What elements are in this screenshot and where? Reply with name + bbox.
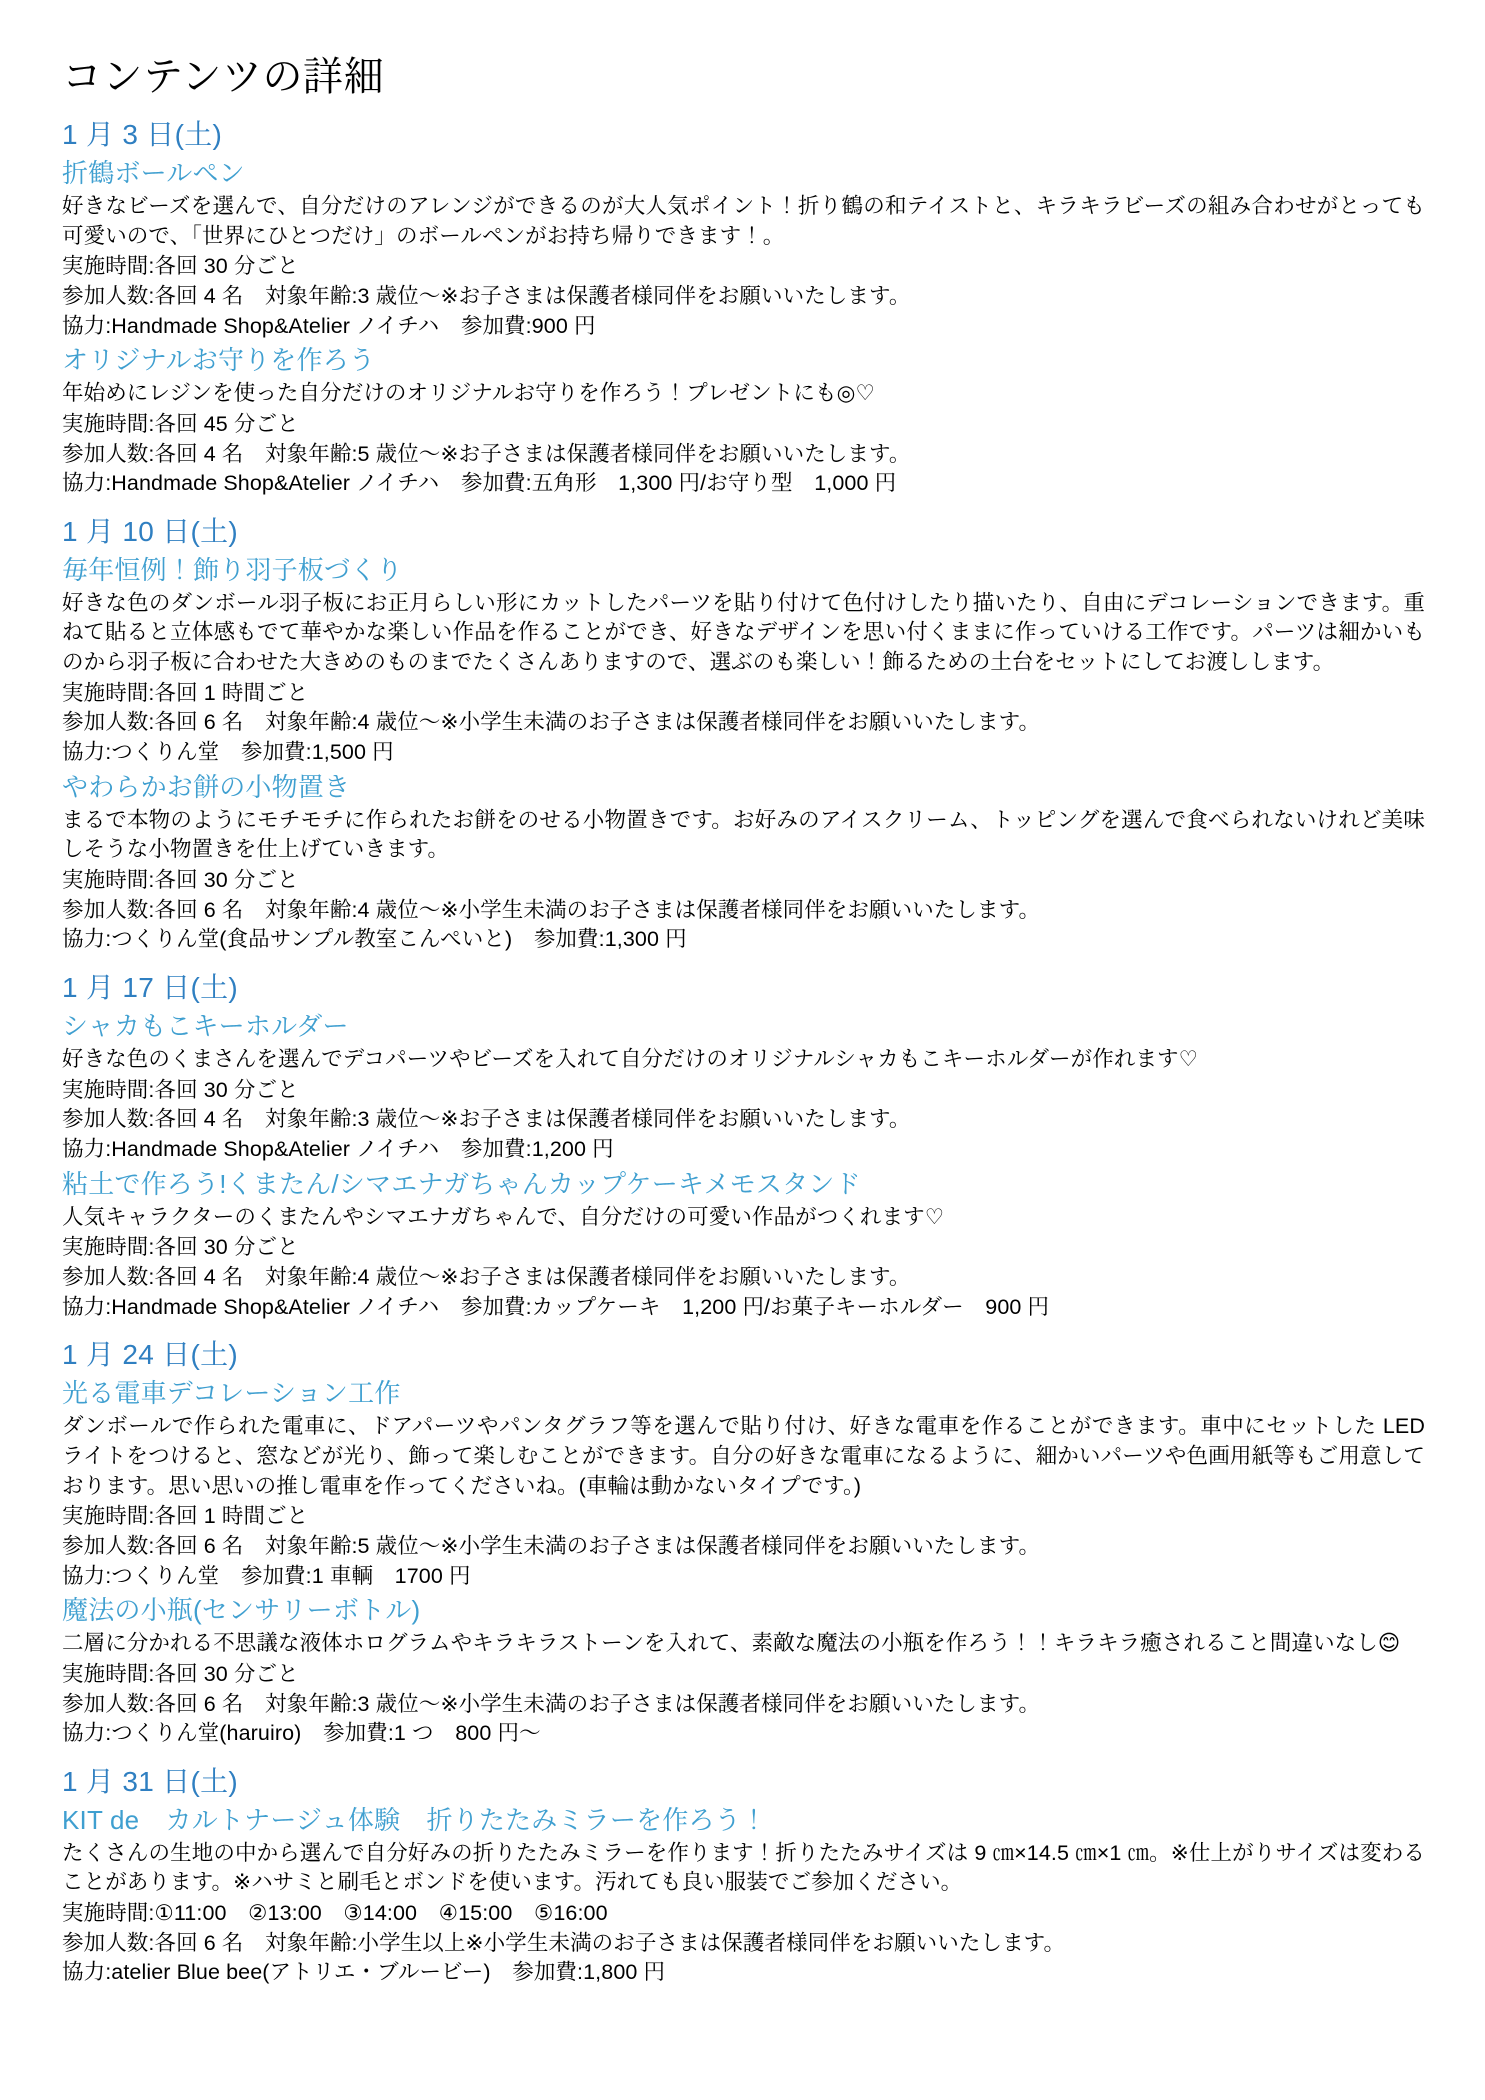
workshop-time: 実施時間:各回 30 分ごと (62, 1661, 299, 1686)
workshop-time: 実施時間:各回 30 分ごと (62, 1077, 299, 1102)
workshop-capacity: 参加人数:各回 4 名 対象年齢:3 歳位～※お子さまは保護者様同伴をお願いいたします。 (62, 1107, 911, 1132)
workshop-entry (62, 1376, 1425, 1591)
workshop-partner: 協力:つくりん堂(食品サンプル教室こんぺいと) 参加費:1,300 円 (62, 927, 687, 952)
workshop-description: 好きなビーズを選んで、自分だけのアレンジができるのが大人気ポイント！折り鶴の和テイストと、キラキラビーズの組み合わせがとっても可愛いので、「世界にひとつだけ」のボールペンがお持ち帰りできます！。 (62, 193, 1425, 248)
workshop-partner: 協力:Handmade Shop&Atelier ノイチハ 参加費:900 円 (62, 313, 596, 338)
workshop-description: 二層に分かれる不思議な液体ホログラムやキラキラストーンを入れて、素敵な魔法の小瓶を作ろう！！キラキラ癒されること間違いなし😊 (62, 1631, 1401, 1656)
workshop-entry (62, 1167, 1425, 1323)
workshop-entry (62, 1593, 1425, 1749)
workshop-description: 年始めにレジンを使った自分だけのオリジナルお守りを作ろう！プレゼントにも◎♡ (62, 381, 875, 406)
workshop-capacity: 参加人数:各回 6 名 対象年齢:4 歳位～※小学生未満のお子さまは保護者様同伴をお願いいたします。 (62, 710, 1041, 735)
workshop-entry (62, 770, 1425, 955)
workshop-title: 粘土で作ろう!くまたん/シマエナガちゃんカップケーキメモスタンド (62, 1168, 861, 1199)
workshop-partner: 協力:つくりん堂(haruiro) 参加費:1 つ 800 円～ (62, 1721, 541, 1746)
workshop-title: やわらかお餅の小物置き (62, 771, 351, 802)
workshop-title: 光る電車デコレーション工作 (62, 1378, 401, 1409)
workshop-partner: 協力:Handmade Shop&Atelier ノイチハ 参加費:カップケーキ 1,200 円/お菓子キーホルダー 900 円 (62, 1294, 1050, 1319)
workshop-partner: 協力:つくりん堂 参加費:1,500 円 (62, 740, 394, 765)
workshop-time: 実施時間:各回 1 時間ごと (62, 680, 309, 705)
date-heading: 1 月 3 日(土) (62, 119, 223, 150)
workshop-entry (62, 343, 1425, 499)
workshop-title: 毎年恒例！飾り羽子板づくり (62, 554, 403, 585)
workshop-time: 実施時間:各回 45 分ごと (62, 411, 299, 436)
workshop-partner: 協力:Handmade Shop&Atelier ノイチハ 参加費:1,200 円 (62, 1136, 614, 1161)
workshop-capacity: 参加人数:各回 4 名 対象年齢:4 歳位～※お子さまは保護者様同伴をお願いいたします。 (62, 1265, 911, 1290)
workshop-capacity: 参加人数:各回 4 名 対象年齢:5 歳位～※お子さまは保護者様同伴をお願いいたします。 (62, 441, 911, 466)
workshop-capacity: 参加人数:各回 4 名 対象年齢:3 歳位～※お子さまは保護者様同伴をお願いいたします。 (62, 283, 911, 308)
workshop-description: 好きな色のダンボール羽子板にお正月らしい形にカットしたパーツを貼り付けて色付けしたり描いたり、自由にデコレーションできます。重ねて貼ると立体感もでて華やかな楽しい作品を作ることができ、好きなデザインを思い付くままに作っていける工作です。パーツは細かいものから羽子板に合わせた大きめのものまでたくさんありますので、選ぶのも楽しい！飾るための土台をセットにしてお渡しします。 (62, 590, 1425, 675)
workshop-description: 人気キャラクターのくまたんやシマエナガちゃんで、自分だけの可愛い作品がつくれます♡ (62, 1204, 945, 1229)
workshop-entry (62, 156, 1425, 341)
date-section (62, 1336, 1425, 1749)
workshop-capacity: 参加人数:各回 6 名 対象年齢:5 歳位～※小学生未満のお子さまは保護者様同伴をお願いいたします。 (62, 1533, 1041, 1558)
date-heading: 1 月 31 日(土) (62, 1765, 239, 1797)
workshop-time: 実施時間:各回 30 分ごと (62, 1235, 299, 1260)
workshop-entry (62, 1009, 1425, 1165)
workshop-title: 折鶴ボールペン (62, 157, 245, 188)
workshop-title: KIT de カルトナージュ体験 折りたたみミラーを作ろう！ (62, 1804, 768, 1835)
workshop-time: 実施時間:各回 1 時間ごと (62, 1504, 309, 1529)
date-heading: 1 月 24 日(土) (62, 1339, 239, 1371)
workshop-time: 実施時間:各回 30 分ごと (62, 254, 299, 279)
workshop-partner: 協力:Handmade Shop&Atelier ノイチハ 参加費:五角形 1,300 円/お守り型 1,000 円 (62, 471, 897, 496)
workshop-title: シャカもこキーホルダー (62, 1010, 349, 1041)
workshop-capacity: 参加人数:各回 6 名 対象年齢:小学生以上※小学生未満のお子さまは保護者様同伴をお願いいたします。 (62, 1930, 1066, 1955)
workshop-partner: 協力:つくりん堂 参加費:1 車輌 1700 円 (62, 1563, 471, 1588)
date-section (62, 116, 1425, 499)
date-section (62, 969, 1425, 1322)
workshop-time: 実施時間:①11:00 ②13:00 ③14:00 ④15:00 ⑤16:00 (62, 1901, 608, 1926)
workshop-time: 実施時間:各回 30 分ごと (62, 868, 299, 893)
date-heading: 1 月 17 日(土) (62, 972, 239, 1004)
workshop-description: 好きな色のくまさんを選んでデコパーツやビーズを入れて自分だけのオリジナルシャカもこキーホルダーが作れます♡ (62, 1046, 1199, 1071)
workshop-description: まるで本物のようにモチモチに作られたお餅をのせる小物置きです。お好みのアイスクリーム、トッピングを選んで食べられないけれど美味しそうな小物置きを仕上げていきます。 (62, 807, 1425, 862)
sections-container (62, 116, 1425, 1988)
workshop-capacity: 参加人数:各回 6 名 対象年齢:3 歳位～※小学生未満のお子さまは保護者様同伴をお願いいたします。 (62, 1691, 1041, 1716)
date-section (62, 1763, 1425, 1988)
workshop-partner: 協力:atelier Blue bee(アトリエ・ブルービー) 参加費:1,800 円 (62, 1960, 666, 1985)
page-title: コンテンツの詳細 (62, 55, 384, 99)
workshop-entry (62, 553, 1425, 768)
date-heading: 1 月 10 日(土) (62, 515, 239, 547)
workshop-capacity: 参加人数:各回 6 名 対象年齢:4 歳位～※小学生未満のお子さまは保護者様同伴をお願いいたします。 (62, 897, 1041, 922)
workshop-description: たくさんの生地の中から選んで自分好みの折りたたみミラーを作ります！折りたたみサイズは 9 ㎝×14.5 ㎝×1 ㎝。※仕上がりサイズは変わることがあります。※ハサミと刷毛とボンドを使います。汚れても良い服装でご参加ください。 (62, 1840, 1425, 1895)
workshop-title: 魔法の小瓶(センサリーボトル) (62, 1595, 421, 1626)
workshop-title: オリジナルお守りを作ろう (62, 345, 376, 376)
workshop-entry (62, 1803, 1425, 1988)
workshop-description: ダンボールで作られた電車に、ドアパーツやパンタグラフ等を選んで貼り付け、好きな電車を作ることができます。車中にセットした LED ライトをつけると、窓などが光り、飾って楽しむことができます。自分の好きな電車になるように、細かいパーツや色画用紙等もご用意しております。思い思いの推し電車を作ってくださいね。(車輪は動かないタイプです。) (62, 1414, 1425, 1498)
date-section (62, 513, 1425, 955)
